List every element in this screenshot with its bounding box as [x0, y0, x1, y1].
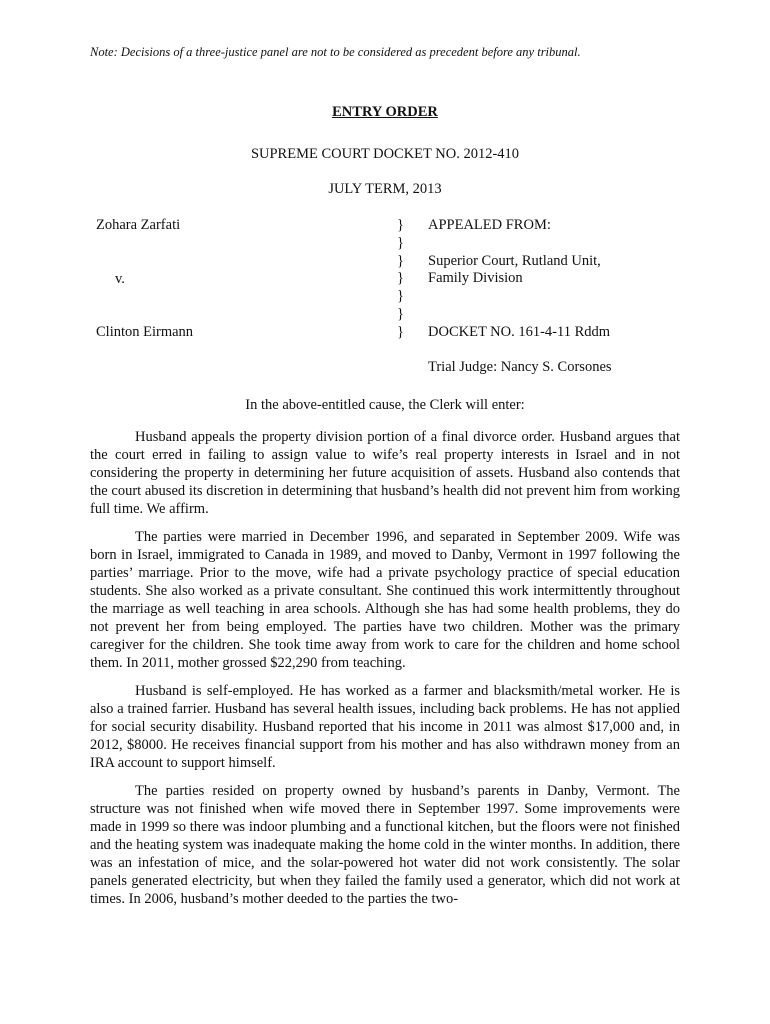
caption-brace: } [397, 252, 404, 269]
body-paragraph: Husband is self-employed. He has worked as a farmer and blacksmith/metal worker. He is also a trained farrier. Husband has several health issues, including back problems. He has not applied for social security disability. Husband reported that his income in 2011 was almost $17,000 and, in 2012, $8000. He receives financial support from his mother and has also withdrawn money from an IRA account to support himself. [90, 683, 680, 771]
clerk-entry-line: In the above-entitled cause, the Clerk will enter: [245, 397, 525, 413]
caption-brace: } [397, 217, 404, 233]
body-paragraph: Husband appeals the property division portion of a final divorce order. Husband argues that the court erred in failing to assign value to wife’s real property interests in Israel and in not considering the property in determining her future acquisition of assets. Husband also contends that the court abused its discretion in determining that husband’s health did not prevent him from working full time. We affirm. [90, 429, 680, 517]
body-paragraph: The parties resided on property owned by husband’s parents in Danby, Vermont. The structure was not finished when wife moved there in September 1997. Some improvements were made in 1999 so there was indoor plumbing and a functional kitchen, but the floors were not finished and the heating system was inadequate making the home cold in the winter months. In addition, there was an infestation of mice, and the solar-powered hot water did not work consistently. The solar panels generated electricity, but when they failed the family used a generator, which did not work at times. In 2006, husband’s mother deeded to the parties the two- [90, 783, 680, 907]
trial-docket-number: DOCKET NO. 161-4-11 Rddm [428, 324, 611, 340]
lower-court-line-2: Family Division [428, 270, 523, 286]
caption-brace: } [397, 305, 404, 322]
order-body [90, 428, 680, 918]
trial-judge: Trial Judge: Nancy S. Corsones [428, 359, 612, 375]
appealed-from-label: APPEALED FROM: [428, 217, 551, 233]
precedent-note: Note: Decisions of a three-justice panel are not to be considered as precedent before any tribunal. [90, 45, 581, 59]
caption-brace: } [397, 323, 404, 340]
caption-brace-column [397, 217, 404, 342]
body-paragraph: The parties were married in December 1996, and separated in September 2009. Wife was born in Israel, immigrated to Canada in 1989, and moved to Danby, Vermont in 1997 following the parties’ marriage. Prior to the move, wife had a private psychology practice of special education students. She also worked as a private consultant. She continued this work intermittently throughout the marriage as well teaching in area schools. Although she has had some health problems, they do not prevent her from being employed. The parties have two children. Mother was the primary caregiver for the children. She took time away from work to care for the children and home school them. In 2011, mother grossed $22,290 from teaching. [90, 529, 680, 671]
entry-order-title: ENTRY ORDER [332, 104, 438, 120]
lower-court-line-1: Superior Court, Rutland Unit, [428, 253, 601, 269]
party-appellee: Zohara Zarfati [96, 217, 181, 233]
party-appellant: Clinton Eirmann [96, 324, 194, 340]
caption-brace: } [397, 270, 404, 287]
versus-label: v. [115, 271, 125, 287]
caption-brace: } [397, 288, 404, 305]
term-line: JULY TERM, 2013 [328, 181, 442, 197]
caption-brace: } [397, 234, 404, 251]
supreme-court-docket-line: SUPREME COURT DOCKET NO. 2012-410 [250, 146, 520, 162]
